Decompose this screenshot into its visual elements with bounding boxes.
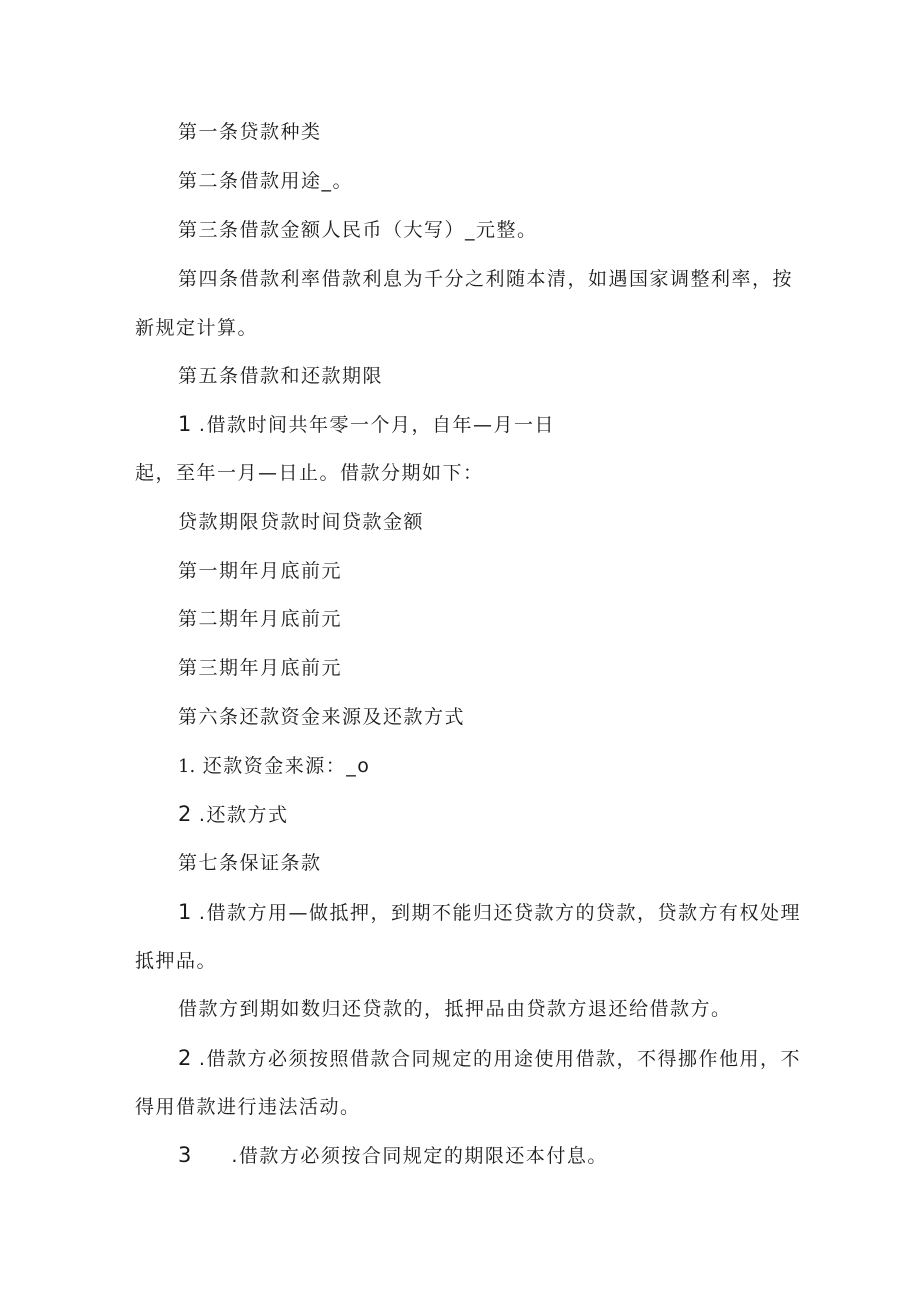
article-5: 第五条借款和还款期限	[178, 365, 384, 387]
item-number: 2	[178, 802, 192, 826]
article-4-line-2: 新规定计算。	[135, 317, 259, 339]
loan-schedule-row-3: 第三期年月底前元	[178, 657, 343, 679]
article-3: 第三条借款金额人民币（大写）_元整。	[178, 219, 538, 241]
item-number: 1.	[178, 756, 196, 777]
article-2: 第二条借款用途_。	[178, 170, 354, 192]
item-text: 还款资金来源：_o	[202, 755, 371, 777]
article-7-item-2-line-2: 得用借款进行违法活动。	[135, 1096, 361, 1118]
article-5-item-1-line-2: 起，至年一月—日止。借款分期如下：	[135, 462, 484, 484]
item-number: 2	[178, 1046, 192, 1070]
article-7-item-3	[178, 1143, 608, 1168]
article-6: 第六条还款资金来源及还款方式	[178, 706, 466, 728]
article-7-item-1-line-1	[178, 900, 801, 925]
item-text: .借款时间共年零一个月，自年—月一日	[198, 414, 555, 436]
article-7-item-1-note: 借款方到期如数归还贷款的，抵押品由贷款方退还给借款方。	[178, 998, 732, 1020]
item-number: 3	[178, 1143, 192, 1167]
item-text: .还款方式	[198, 804, 289, 826]
item-number: 1	[178, 412, 192, 436]
article-1: 第一条贷款种类	[178, 121, 322, 143]
item-text: .借款方必须按照借款合同规定的用途使用借款，不得挪作他用，不	[198, 1048, 801, 1070]
article-5-item-1-line-1	[178, 412, 555, 437]
item-number: 1	[178, 900, 192, 924]
article-7-item-1-line-2: 抵押品。	[135, 950, 218, 972]
item-text: .借款方用—做抵押，到期不能归还贷款方的贷款，贷款方有权处理	[198, 902, 801, 924]
article-6-item-1	[178, 754, 370, 779]
article-6-item-2	[178, 802, 288, 827]
loan-schedule-row-2: 第二期年月底前元	[178, 608, 343, 630]
item-text: .借款方必须按合同规定的期限还本付息。	[231, 1145, 608, 1167]
loan-schedule-header: 贷款期限贷款时间贷款金额	[178, 511, 425, 533]
article-7-item-2-line-1	[178, 1046, 801, 1071]
loan-schedule-row-1: 第一期年月底前元	[178, 560, 343, 582]
article-4-line-1: 第四条借款利率借款利息为千分之利随本清，如遇国家调整利率，按	[178, 268, 794, 290]
article-7: 第七条保证条款	[178, 852, 322, 874]
